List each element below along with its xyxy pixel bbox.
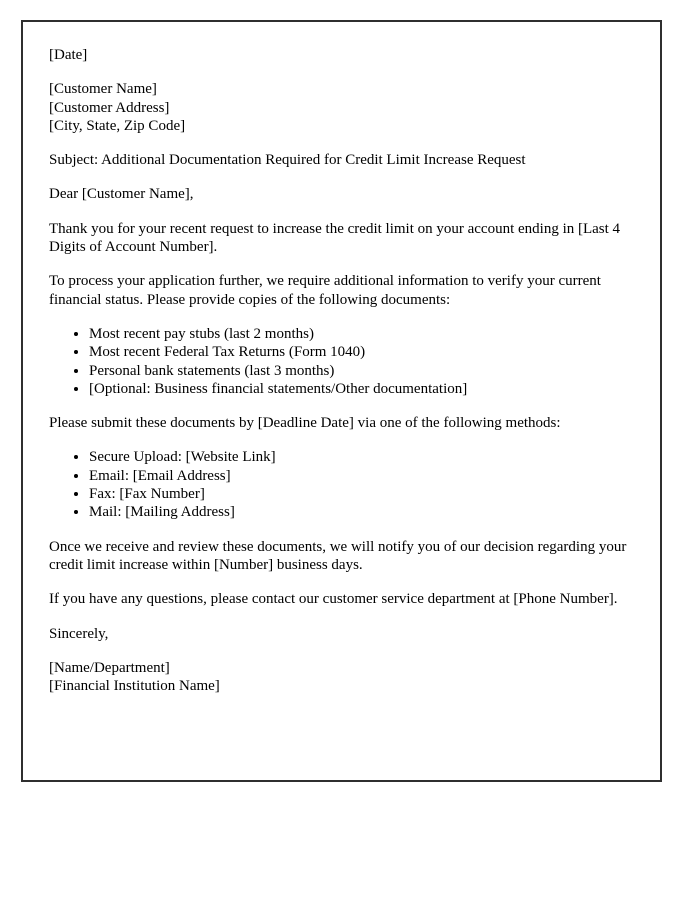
paragraph-questions: If you have any questions, please contact our customer service department at [Phone Number]. [49,591,618,608]
required-document-item: • Personal bank statements (last 3 months) [89,362,634,380]
paragraph-request: To process your application further, we require additional information to verify your current financial status. Please provide copies of the following documents: [49,273,601,308]
paragraph-submit: Please submit these documents by [Deadline Date] via one of the following methods: [49,415,561,432]
salutation: Dear [Customer Name], [49,186,194,203]
letter-page [21,20,662,782]
paragraph-review: Once we receive and review these documents, we will notify you of our decision regarding your credit limit increase within [Number] business days. [49,538,627,573]
required-document-item: • Most recent Federal Tax Returns (Form 1040) [89,343,634,361]
recipient-city-state-zip: [City, State, Zip Code] [49,117,186,134]
submission-method-item: • Secure Upload: [Website Link] [89,448,634,466]
required-documents-list [49,325,634,398]
date-line: [Date] [49,47,88,63]
required-document-item: • [Optional: Business financial statements/Other documentation] [89,380,634,398]
subject-line: Subject: Additional Documentation Required for Credit Limit Increase Request [49,152,526,169]
recipient-address: [Customer Address] [49,99,170,116]
paragraph-intro: Thank you for your recent request to increase the credit limit on your account ending in [Last 4 Digits of Account Number]. [49,220,621,256]
required-document-item: • Most recent pay stubs (last 2 months) [89,325,634,343]
signature-institution: [Financial Institution Name] [49,678,220,695]
submission-method-item: • Email: [Email Address] [89,467,634,485]
closing: Sincerely, [49,625,109,642]
submission-method-item: • Mail: [Mailing Address] [89,503,634,521]
signature-name-department: [Name/Department] [49,659,170,676]
submission-method-item: • Fax: [Fax Number] [89,485,634,503]
recipient-name: [Customer Name] [49,81,157,98]
submission-methods-list [49,448,634,521]
